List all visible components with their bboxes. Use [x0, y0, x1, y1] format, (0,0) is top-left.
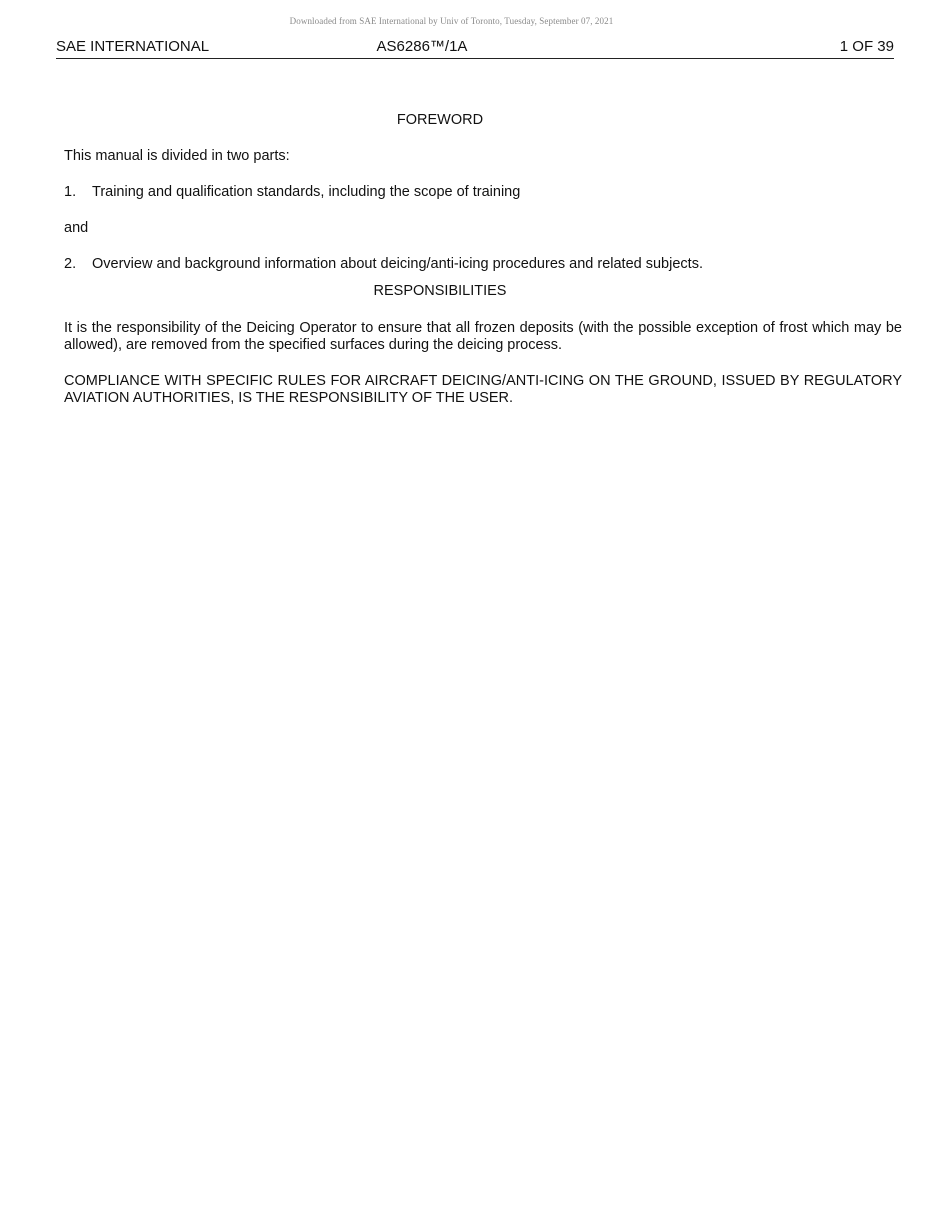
list-connector: and [64, 220, 89, 236]
list-item [64, 256, 902, 273]
foreword-heading: FOREWORD [396, 112, 484, 128]
running-header [56, 38, 894, 59]
header-organization: SAE INTERNATIONAL [56, 38, 210, 55]
responsibilities-paragraph: It is the responsibility of the Deicing Operator to ensure that all frozen deposits (with the possible exception of frost which may be allowed), are removed from the specified surfaces during the deicing process. [64, 320, 902, 353]
download-watermark: Downloaded from SAE International by Univ of Toronto, Tuesday, September 07, 2021 [289, 16, 614, 26]
responsibilities-heading: RESPONSIBILITIES [373, 283, 507, 299]
list-item-text: Training and qualification standards, including the scope of training [92, 184, 521, 200]
list-item-number: 2. [64, 256, 77, 272]
list-item [64, 184, 902, 201]
list-item-number: 1. [64, 184, 77, 200]
list-item-text: Overview and background information about deicing/anti-icing procedures and related subjects. [92, 256, 703, 272]
header-document-id: AS6286™/1A [376, 38, 468, 55]
compliance-notice: COMPLIANCE WITH SPECIFIC RULES FOR AIRCRAFT DEICING/ANTI-ICING ON THE GROUND, ISSUED BY REGULATORY AVIATION AUTHORITIES, IS THE RESPONSIBILITY OF THE USER. [64, 373, 902, 406]
header-page-indicator: 1 OF 39 [839, 38, 894, 55]
page-body [64, 112, 902, 407]
foreword-intro: This manual is divided in two parts: [64, 148, 290, 164]
